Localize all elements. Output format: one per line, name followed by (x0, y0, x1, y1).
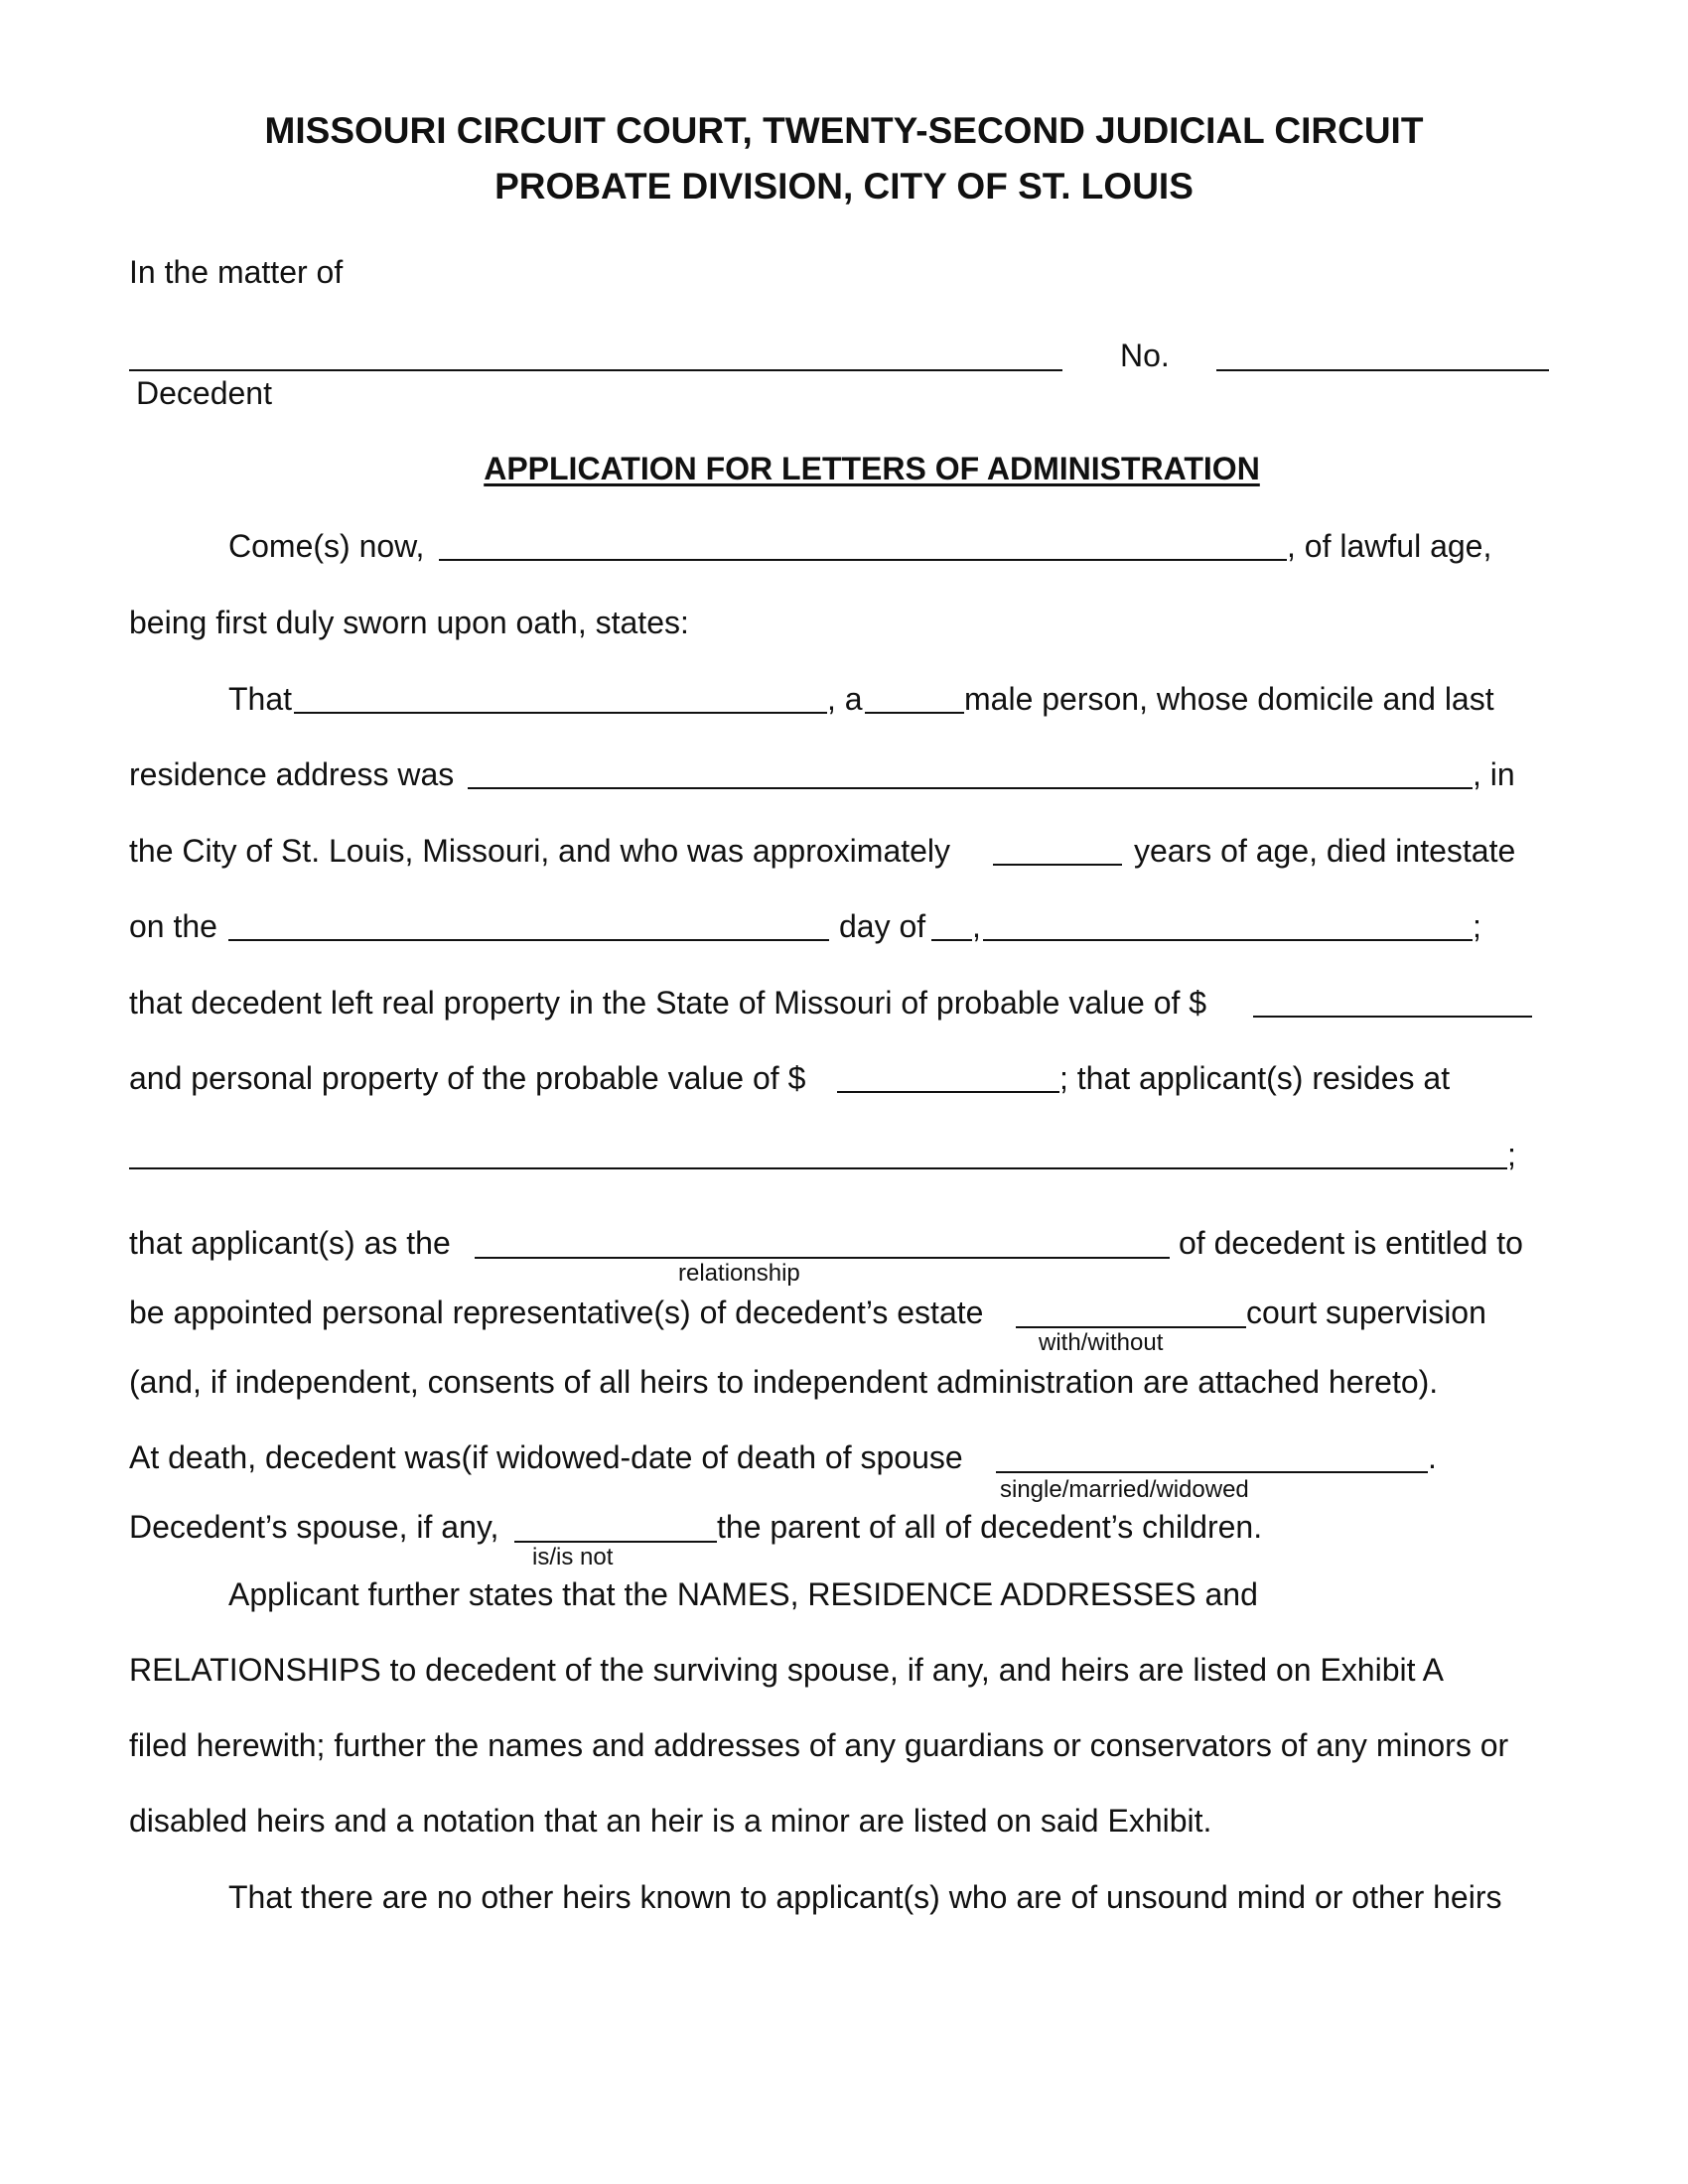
independent-consents-text: (and, if independent, consents of all heirs to independent administration are attached hereto). (129, 1364, 1439, 1400)
is-is-not-field[interactable] (514, 1541, 717, 1543)
death-year-field[interactable] (983, 939, 1473, 941)
supervision-field[interactable] (1016, 1326, 1246, 1328)
with-without-hint: with/without (1039, 1329, 1164, 1356)
court-title-line-1: MISSOURI CIRCUIT COURT, TWENTY-SECOND JUDICIAL CIRCUIT (264, 110, 1424, 151)
applicant-as-the-text: that applicant(s) as the (129, 1225, 451, 1261)
period-text: . (1428, 1439, 1437, 1475)
further-states-line-1: Applicant further states that the NAMES, RESIDENCE ADDRESSES and (228, 1576, 1258, 1612)
years-died-text: years of age, died intestate (1134, 833, 1516, 869)
decedent-name-field-2[interactable] (294, 712, 827, 714)
personal-property-text: and personal property of the probable value of $ (129, 1060, 806, 1096)
personal-property-value-field[interactable] (837, 1091, 1059, 1093)
applicant-address-field[interactable] (129, 1167, 1507, 1169)
no-other-heirs-text: That there are no other heirs known to applicant(s) who are of unsound mind or other heirs (228, 1879, 1502, 1915)
on-the-text: on the (129, 908, 217, 944)
case-number-field[interactable] (1216, 369, 1549, 371)
decedent-label: Decedent (136, 375, 272, 411)
further-states-line-3: filed herewith; further the names and addresses of any guardians or conservators of any minors or (129, 1727, 1509, 1763)
parent-of-all-text: the parent of all of decedent’s children. (717, 1509, 1263, 1545)
semicolon-end-text: ; (1507, 1137, 1516, 1172)
in-the-matter-label: In the matter of (129, 254, 344, 290)
semicolon-text: ; (1473, 908, 1481, 944)
real-property-text: that decedent left real property in the State of Missouri of probable value of $ (129, 985, 1207, 1021)
spouse-if-any-text: Decedent’s spouse, if any, (129, 1509, 499, 1545)
case-number-label: No. (1120, 338, 1170, 373)
be-appointed-text: be appointed personal representative(s) of decedent’s estate (129, 1295, 984, 1330)
come-now-text: Come(s) now, (228, 528, 425, 564)
court-title-line-2: PROBATE DIVISION, CITY OF ST. LOUIS (494, 166, 1194, 206)
resides-at-text: ; that applicant(s) resides at (1059, 1060, 1451, 1096)
relationship-hint: relationship (678, 1260, 800, 1287)
gender-field[interactable] (865, 712, 964, 714)
day-of-text: day of (839, 908, 926, 944)
that-text: That (228, 681, 293, 717)
entitled-to-text: of decedent is entitled to (1179, 1225, 1523, 1261)
death-month-field[interactable] (931, 939, 972, 941)
comma-separator: , (972, 908, 981, 944)
residence-address-field[interactable] (468, 787, 1473, 789)
male-person-text: male person, whose domicile and last (964, 681, 1494, 717)
comma-in-text: , in (1473, 756, 1515, 792)
lawful-age-text: , of lawful age, (1287, 528, 1492, 564)
applicant-name-field[interactable] (439, 559, 1287, 561)
real-property-value-field[interactable] (1253, 1016, 1532, 1018)
court-supervision-text: court supervision (1246, 1295, 1486, 1330)
decedent-name-field[interactable] (129, 369, 1062, 371)
marital-status-field[interactable] (996, 1471, 1428, 1473)
comma-a-text: , a (827, 681, 863, 717)
form-title: APPLICATION FOR LETTERS OF ADMINISTRATION (484, 451, 1260, 486)
city-approx-text: the City of St. Louis, Missouri, and who was approximately (129, 833, 951, 869)
sworn-text: being first duly sworn upon oath, states: (129, 605, 689, 640)
marital-status-hint: single/married/widowed (1000, 1476, 1249, 1503)
relationship-field[interactable] (475, 1257, 1170, 1259)
residence-address-text: residence address was (129, 756, 455, 792)
further-states-line-4: disabled heirs and a notation that an heir is a minor are listed on said Exhibit. (129, 1803, 1212, 1839)
age-field[interactable] (993, 864, 1122, 866)
death-day-field[interactable] (228, 939, 829, 941)
further-states-line-2: RELATIONSHIPS to decedent of the surviving spouse, if any, and heirs are listed on Exhibit A (129, 1652, 1444, 1688)
is-is-not-hint: is/is not (532, 1544, 614, 1570)
at-death-text: At death, decedent was(if widowed-date of death of spouse (129, 1439, 963, 1475)
